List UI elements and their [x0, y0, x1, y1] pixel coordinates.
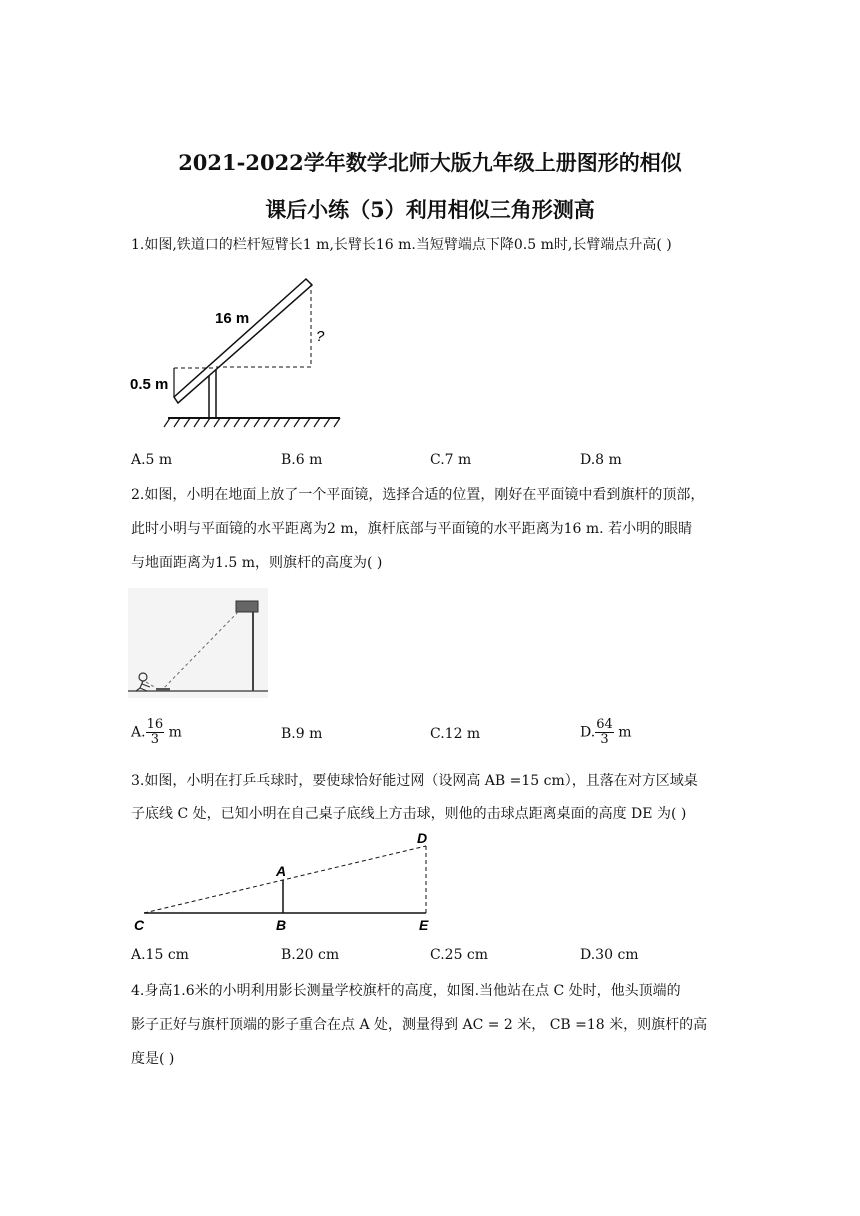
document-title-line1: 2021-2022学年数学北师大版九年级上册图形的相似 — [178, 150, 682, 175]
q2-option-d[interactable] — [580, 718, 631, 747]
q1-barrier-arm — [174, 279, 312, 403]
q1-figure — [130, 275, 350, 435]
q2-option-d-fraction — [595, 718, 614, 747]
q1-option-b[interactable]: B.6 m — [281, 452, 323, 468]
q3-option-d[interactable]: D.30 cm — [580, 947, 639, 963]
q2-option-a-unit: m — [168, 724, 182, 741]
q1-unknown-label: ? — [316, 328, 325, 345]
document-title-line2: 课后小练（5）利用相似三角形测高 — [265, 197, 595, 222]
q3-line1: 3.如图，小明在打乒乓球时，要使球恰好能过网（设网高 AB =15 cm），且落在对方区域桌 — [131, 773, 698, 789]
q2-option-a-numerator: 16 — [146, 717, 164, 732]
q1-text: 1.如图,铁道口的栏杆短臂长1 m,长臂长16 m.当短臂端点下降0.5 m时,长臂端点升高( ) — [131, 237, 672, 253]
q3-option-a[interactable]: A.15 cm — [131, 947, 189, 963]
q4-line3: 度是( ) — [131, 1051, 175, 1067]
q2-option-c[interactable]: C.12 m — [430, 726, 481, 742]
q2-option-a-prefix: A. — [131, 724, 146, 741]
q3-option-c[interactable]: C.25 cm — [430, 947, 489, 963]
q4-line1: 4.身高1.6米的小明利用影长测量学校旗杆的高度，如图.当他站在点 C 处时，他头顶端的 — [131, 983, 681, 999]
q2-option-d-denominator: 3 — [600, 732, 609, 747]
q1-long-label: 16 m — [215, 310, 250, 327]
q2-option-a-fraction — [146, 718, 165, 747]
q2-option-d-numerator: 64 — [596, 717, 613, 732]
q3-option-b[interactable]: B.20 cm — [281, 947, 340, 963]
q3-label-a: A — [276, 863, 287, 879]
q3-label-c: C — [134, 917, 145, 933]
q2-option-b[interactable]: B.9 m — [281, 726, 323, 742]
q2-option-a-denominator: 3 — [150, 732, 159, 747]
q3-ball-path — [144, 846, 426, 913]
q4-line2: 影子正好与旗杆顶端的影子重合在点 A 处，测量得到 AC = 2 米， CB =18 米，则旗杆的高 — [131, 1017, 708, 1033]
q1-option-c[interactable]: C.7 m — [430, 452, 472, 468]
q2-mirror — [156, 688, 170, 691]
q2-option-d-prefix: D. — [580, 724, 596, 741]
q2-line3: 与地面距离为1.5 m，则旗杆的高度为( ) — [131, 555, 383, 571]
q2-options — [131, 718, 731, 748]
q1-option-a[interactable]: A.5 m — [131, 452, 173, 468]
q2-line1: 2.如图，小明在地面上放了一个平面镜，选择合适的位置，刚好在平面镜中看到旗杆的顶部， — [131, 487, 705, 503]
q3-line2: 子底线 C 处，已知小明在自己桌子底线上方击球，则他的击球点距离桌面的高度 DE 为( ) — [131, 806, 687, 822]
q3-label-b: B — [276, 917, 287, 933]
q2-figure — [128, 588, 268, 698]
q3-figure — [128, 828, 448, 938]
q3-label-e: E — [419, 917, 429, 933]
q2-option-a[interactable] — [131, 718, 182, 747]
q3-label-d: D — [417, 830, 428, 846]
q1-short-label: 0.5 m — [130, 376, 169, 393]
q2-option-d-unit: m — [618, 724, 632, 741]
q2-line2: 此时小明与平面镜的水平距离为2 m，旗杆底部与平面镜的水平距离为16 m. 若小明的眼睛 — [131, 521, 693, 537]
q2-flag — [236, 601, 258, 612]
q1-option-d[interactable]: D.8 m — [580, 452, 622, 468]
